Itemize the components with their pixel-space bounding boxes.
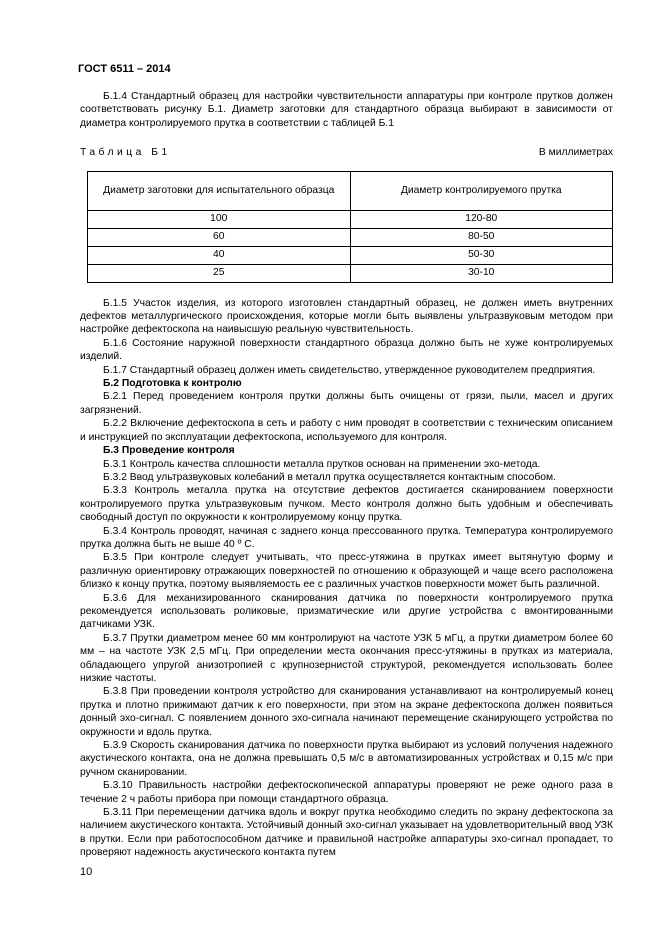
paragraph-b-1-7: Б.1.7 Стандартный образец должен иметь свидетельство, утвержденное руководителем предприятия.	[103, 364, 596, 376]
paragraph-b-3-7: Б.3.7 Прутки диаметром менее 60 мм контролируют на частоте УЗК 5 мГц, а прутки диаметром более 60 мм – на частоте УЗК 2,5 мГц. При определении места окончания пресс-утяжины в прутках из материала, обладающего упругой анизотропией с крупнозернистой структурой, рекомендуется использовать более низкие частоты.	[80, 632, 613, 684]
table-caption	[80, 146, 613, 159]
table-row	[88, 228, 613, 246]
page-number: 10	[80, 866, 93, 878]
paragraph-b-3-4: Б.3.4 Контроль проводят, начиная с заднего конца прессованного прутка. Температура контролируемого прутка должна быть не выше 40 º С.	[80, 525, 613, 550]
table-b1	[87, 171, 613, 283]
document-header: ГОСТ 6511 – 2014	[78, 63, 171, 75]
paragraph-b-3-3: Б.3.3 Контроль металла прутка на отсутствие дефектов достигается сканированием поверхности контролируемого прутка ультразвуковым пучком. Место контроля должно быть удобным и обеспечивать свободный доступ по окружности к контролируемому концу прутка.	[80, 485, 613, 524]
paragraph-b-3-6: Б.3.6 Для механизированного сканирования датчика по поверхности контролируемого прутка рекомендуется использовать роликовые, призматические или другие устройства с вмонтированными датчиками УЗК.	[80, 592, 613, 631]
table-cell: 40	[88, 246, 351, 264]
table-row	[88, 210, 613, 228]
body-text	[80, 297, 613, 860]
section-heading-b-2: Б.2 Подготовка к контролю	[103, 378, 242, 390]
table-cell: 80-50	[350, 228, 613, 246]
table-cell: 50-30	[350, 246, 613, 264]
paragraph-b-3-9: Б.3.9 Скорость сканирования датчика по поверхности прутка выбирают из условий получения надежного акустического контакта, она не должна превышать 0,5 м/с в автоматизированных устройствах и 0,15 м/с при ручном сканировании.	[80, 740, 613, 778]
paragraph-b-1-6: Б.1.6 Состояние наружной поверхности стандартного образца должно быть не хуже контролируемых изделий.	[80, 337, 613, 363]
table-cell: 120-80	[350, 210, 613, 228]
table-cell: 30-10	[350, 264, 613, 282]
column-header-blank-diameter: Диаметр заготовки для испытательного образца	[88, 171, 351, 210]
column-header-bar-diameter: Диаметр контролируемого прутка	[350, 171, 613, 210]
paragraph-b-3-8: Б.3.8 При проведении контроля устройство для сканирования устанавливают на контролируемый конец прутка и плотно прижимают датчик к его поверхности, при этом на экране дефектоскопа должен появиться донный эхо-сигнал. С появлением донного эхо-сигнала начинают перемещение сканирующего устройства по окружности и вдоль прутка.	[80, 686, 613, 738]
paragraph-b-2-1: Б.2.1 Перед проведением контроля прутки должны быть очищены от грязи, пыли, масел и других загрязнений.	[80, 391, 613, 416]
table-header-row	[88, 171, 613, 210]
table-cell: 100	[88, 210, 351, 228]
paragraph-b-3-5: Б.3.5 При контроле следует учитывать, что пресс-утяжина в прутках имеет вытянутую форму и различную ориентировку отражающих поверхностей по отношению к образующей и чаще всего расположена близко к концу прутка, поэтому выявляемость ее с различных участков поверхности может быть различной.	[80, 552, 613, 591]
table-row	[88, 246, 613, 264]
paragraph-b-3-11: Б.3.11 При перемещении датчика вдоль и вокруг прутка необходимо следить по экрану дефектоскопа за наличием акустического контакта. Устойчивый донный эхо-сигнал указывает на удовлетворительный ввод УЗК в прутки. Если при работоспособном датчике и правильной настройке аппаратуры эхо-сигнал пропадает, то проверяют надежность акустического контакта путем	[80, 807, 613, 859]
table-cell: 25	[88, 264, 351, 282]
paragraph-b-1-4: Б.1.4 Стандартный образец для настройки чувствительности аппаратуры при контроле прутков должен соответствовать рисунку Б.1. Диаметр заготовки для стандартного образца выбирают в зависимости от диаметра контролируемого прутка в соответствии с таблицей Б.1	[80, 91, 613, 129]
page-content	[80, 90, 613, 860]
table-row	[88, 264, 613, 282]
paragraph-b-1-5: Б.1.5 Участок изделия, из которого изготовлен стандартный образец, не должен иметь внутренних дефектов металлургического происхождения, которые могли быть выявлены ультразвуковым методом при настройке дефектоскопа на наивысшую реальную чувствительность.	[80, 297, 613, 336]
paragraph-b-3-2: Б.3.2 Ввод ультразвуковых колебаний в металл прутка осуществляется контактным способом.	[103, 471, 556, 483]
paragraph-b-2-2: Б.2.2 Включение дефектоскопа в сеть и работу с ним проводят в соответствии с техническим описанием и инструкцией по эксплуатации дефектоскопа, используемого для контроля.	[80, 418, 613, 443]
paragraph-b-3-10: Б.3.10 Правильность настройки дефектоскопической аппаратуры проверяют не реже одного раза в течение 2 ч работы прибора при помощи стандартного образца.	[80, 780, 613, 805]
table-label: Таблица Б1	[80, 147, 171, 159]
section-heading-b-3: Б.3 Проведение контроля	[103, 445, 235, 457]
table-cell: 60	[88, 228, 351, 246]
paragraph-b-3-1: Б.3.1 Контроль качества сплошности металла прутков основан на применении эхо-метода.	[103, 458, 541, 470]
table-units: В миллиметрах	[538, 147, 613, 159]
